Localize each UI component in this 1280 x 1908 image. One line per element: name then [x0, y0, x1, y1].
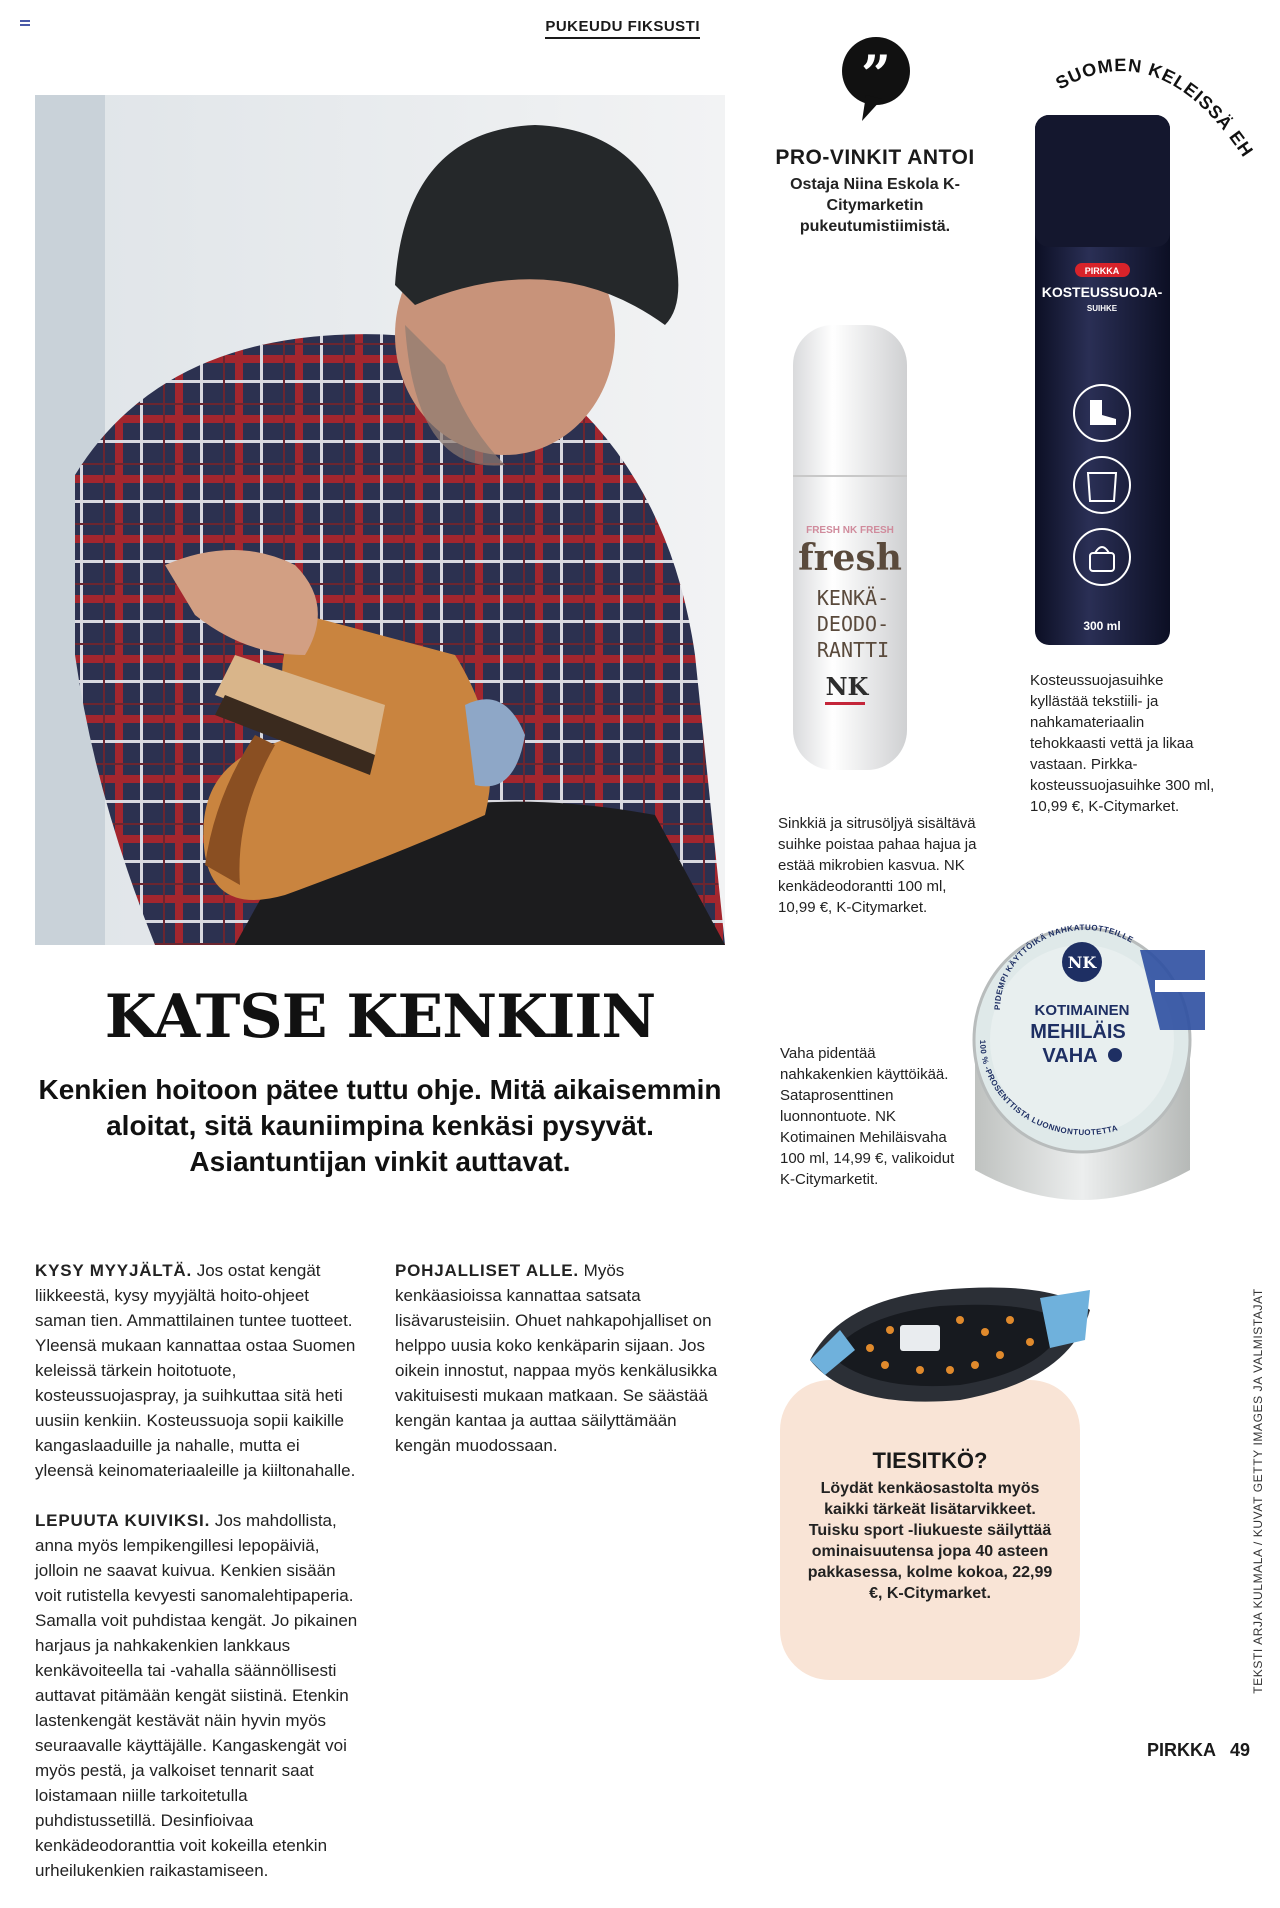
- man-polishing-boot-image: [35, 95, 725, 945]
- spray-brand: PIRKKA: [1084, 266, 1120, 276]
- wax-label-line: MEHILÄIS: [1030, 1021, 1126, 1043]
- paragraph: [35, 1508, 360, 1883]
- wax-label-line: KOTIMAINEN: [1034, 1002, 1130, 1019]
- paragraph: [35, 1258, 360, 1483]
- paragraph: [395, 1258, 725, 1458]
- spray-caption: Kosteussuojasuihke kyllästää tekstiili- ja nahkamateriaalin tehokkaasti vettä ja likaa vastaan. Pirkka-kosteussuojasuihke 300 ml, 10,99 €, K-Citymarket.: [1030, 672, 1215, 815]
- wax-label-line: VAHA: [1042, 1045, 1098, 1067]
- spray-product-image: [1030, 115, 1175, 645]
- pro-tips-text: Ostaja Niina Eskola K-Citymarketin pukeutumistiimistä.: [790, 176, 960, 235]
- paragraph-text: Jos mahdollista, anna myös lempikengillesi lepopäiviä, jolloin ne saavat kuivua. Kenkien sisään voit rutistella kevyesti sanomalehtipaperia. Samalla voit puhdistaa kengät. Jo pikainen harjaus ja nahkakenkien lankkaus kenkävoiteella tai -vahalla säännöllisesti auttavat pitämään kengät siistinä. Etenkin lastenkengät kestävät näin hyvin myös seuraavalle käyttäjälle. Kangaskengät voi myös pestä, ja valkoiset tennarit saat loistamaan niille tarkoitetulla puhdistussetillä. Desinfioivaa kenkädeodoranttia voit kokeilla etenkin urheilukenkien raikastamiseen.: [35, 1511, 358, 1880]
- menu-icon[interactable]: [20, 20, 30, 28]
- paragraph-lead-in: KYSY MYYJÄLTÄ.: [35, 1261, 192, 1280]
- deo-label-line: KENKÄ-: [816, 586, 890, 610]
- spray-volume: 300 ml: [1083, 619, 1121, 633]
- body-column-1: [35, 1258, 360, 1908]
- arc-slogan-text: SUOMEN KELEISSÄ EH: [1052, 55, 1258, 161]
- page-folio: [1050, 1740, 1250, 1761]
- article-lead: Kenkien hoitoon pätee tuttu ohje. Mitä aikaisemmin aloitat, sitä kauniimpina kenkäsi pysyvät. Asiantuntijan vinkit auttavat.: [38, 1074, 722, 1177]
- deo-label-top: FRESH NK FRESH: [806, 525, 894, 536]
- did-you-know-title: TIESITKÖ?: [872, 1448, 988, 1473]
- photo-credits: [1248, 1270, 1265, 1710]
- deo-label-line: RANTTI: [816, 638, 890, 662]
- spray-label: KOSTEUSSUOJA-: [1041, 284, 1163, 300]
- article-photo: [35, 95, 725, 945]
- body-column-2: [395, 1258, 725, 1483]
- paragraph-text: Jos ostat kengät liikkeestä, kysy myyjältä hoito-ohjeet saman tien. Ammattilainen tuntee tuotteet. Yleensä mukaan kannattaa ostaa Suomen keleissä tärkein hoitotuote, kosteussuojaspray, ja suihkuttaa sitä heti uusiin kenkiin. Kosteussuoja sopii kaikille kangaslaaduille ja nahalle, mutta ei yleensä keinomateriaaleille ja kiiltonahalle.: [35, 1261, 356, 1480]
- deo-label-line: DEODO-: [816, 612, 890, 636]
- article-headline: KATSE KENKIIN: [104, 982, 656, 1052]
- wax-product-image: [960, 900, 1205, 1220]
- paragraph-text: Myös kenkäasioissa kannattaa satsata lisävarusteisiin. Ohuet nahkapohjalliset on helppo uusia koko kenkäparin sijaan. Jos oikein innostut, nappaa myös kenkälusikka vakituisesti mukaan matkaan. Se säästää kengän kantaa ja auttaa säilyttämään kengän muodossaan.: [395, 1261, 718, 1455]
- svg-text:”: ”: [861, 45, 891, 106]
- quote-icon: [838, 35, 914, 123]
- pro-tips-title: PRO-VINKIT ANTOI: [775, 146, 975, 169]
- deodorant-caption: Sinkkiä ja sitrusöljyä sisältävä suihke poistaa pahaa hajua ja estää mikrobien kasvua. NK kenkädeodorantti 100 ml, 10,99 €, K-Citymarket.: [778, 815, 977, 916]
- paragraph-lead-in: LEPUUTA KUIVIKSI.: [35, 1511, 211, 1530]
- wax-caption: Vaha pidentää nahkakenkien käyttöikää. Sataprosenttinen luonnontuote. NK Kotimainen Mehiläisvaha 100 ml, 14,99 €, valikoidut K-Citymarketit.: [780, 1045, 955, 1188]
- wax-ring-text: PIDEMPI KÄYTTÖIKÄ NAHKATUOTTEILLE: [992, 922, 1136, 1011]
- photo-credits-text: TEKSTI ARJA KULMALA / KUVAT GETTY IMAGES JA VALMISTAJAT: [1251, 1288, 1265, 1694]
- paragraph-lead-in: POHJALLISET ALLE.: [395, 1261, 579, 1280]
- did-you-know-text: Löydät kenkäosastolta myös kaikki tärkeät lisätarvikkeet. Tuisku sport -liukueste säilyttää ominaisuutensa jopa 40 asteen pakkasessa, kolme kokoa, 22,99 €, K-Citymarket.: [807, 1480, 1053, 1602]
- deo-nk: NK: [825, 672, 869, 701]
- deodorant-product-image: [785, 325, 915, 775]
- page-number: 49: [1229, 1740, 1250, 1760]
- section-label: PUKEUDU FIKSUSTI: [500, 18, 700, 35]
- wax-brand: NK: [1067, 953, 1097, 972]
- ice-cleats-image: [800, 1270, 1100, 1420]
- wax-ring-text-bottom: 100 % -PROSENTTISTA LUONNONTUOTETTA: [977, 1039, 1119, 1138]
- deo-brand: fresh: [798, 537, 902, 579]
- spray-sublabel: SUIHKE: [1086, 304, 1118, 313]
- magazine-name: PIRKKA: [1146, 1740, 1216, 1760]
